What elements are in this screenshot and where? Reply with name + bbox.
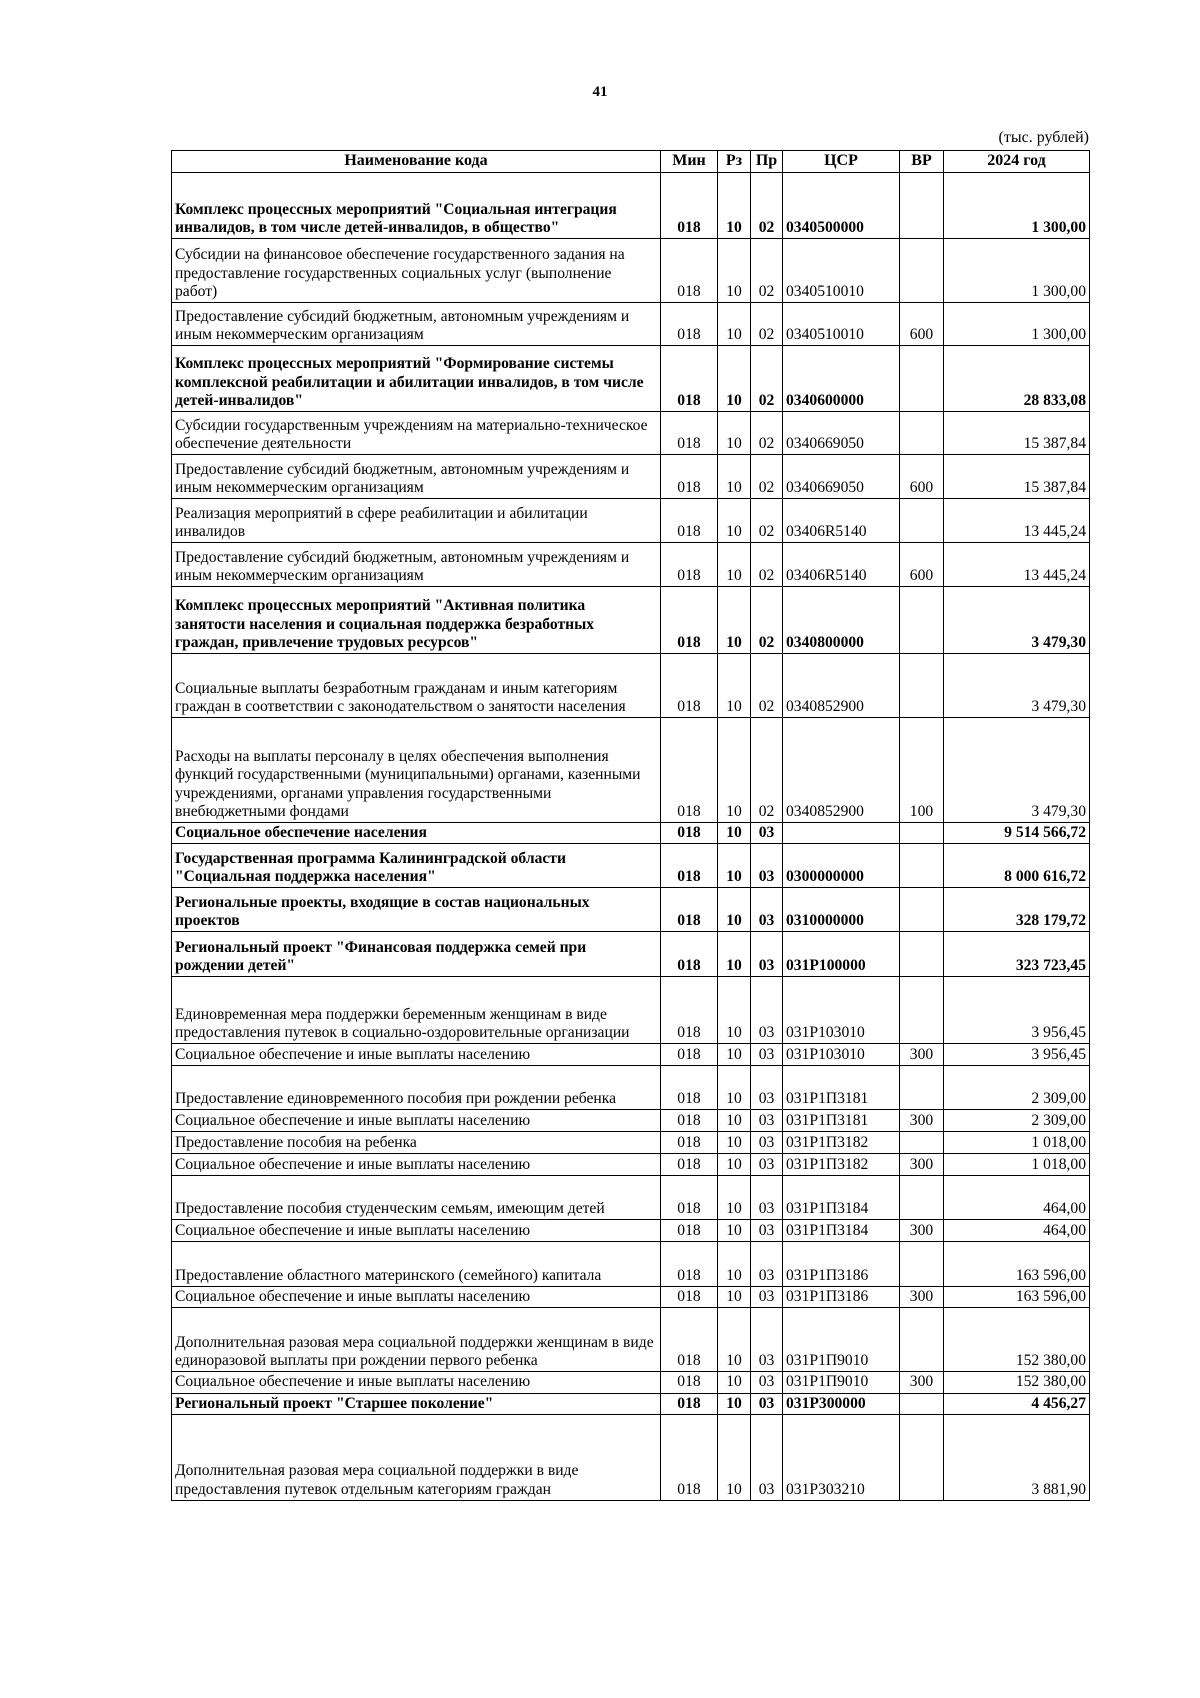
cell-amount: 2 309,00 (944, 1066, 1090, 1110)
cell-name: Социальное обеспечение и иные выплаты населению (172, 1110, 661, 1132)
cell-csr: 031P1П3186 (783, 1287, 900, 1308)
cell-name: Региональный проект "Финансовая поддержка семей при рождении детей" (172, 932, 661, 977)
cell-amount: 3 479,30 (944, 654, 1090, 718)
cell-csr: 0340500000 (783, 173, 900, 239)
cell-name: Комплекс процессных мероприятий "Формирование системы комплексной реабилитации и абилитации инвалидов, в том числе детей-инвалидов" (172, 346, 661, 412)
cell-rz: 10 (718, 1287, 751, 1308)
cell-amount: 1 018,00 (944, 1154, 1090, 1176)
cell-name: Комплекс процессных мероприятий "Социальная интеграция инвалидов, в том числе детей-инвалидов, в общество" (172, 173, 661, 239)
cell-name: Региональный проект "Старшее поколение" (172, 1393, 661, 1414)
cell-name: Предоставление пособия студенческим семьям, имеющим детей (172, 1176, 661, 1220)
cell-vr: 300 (900, 1372, 944, 1393)
cell-vr (900, 346, 944, 412)
table-row (172, 718, 1090, 823)
cell-min: 018 (661, 823, 718, 844)
cell-vr: 600 (900, 543, 944, 587)
cell-pr: 02 (751, 412, 783, 455)
cell-vr (900, 499, 944, 543)
cell-name: Социальное обеспечение и иные выплаты населению (172, 1287, 661, 1308)
table-row (172, 173, 1090, 239)
cell-min: 018 (661, 1393, 718, 1414)
cell-csr: 0340852900 (783, 654, 900, 718)
cell-csr: 0340669050 (783, 455, 900, 499)
table-row (172, 932, 1090, 977)
cell-name: Государственная программа Калининградской области "Социальная поддержка населения" (172, 844, 661, 888)
cell-csr (783, 823, 900, 844)
cell-pr: 03 (751, 1220, 783, 1242)
cell-pr: 02 (751, 239, 783, 303)
cell-vr: 600 (900, 303, 944, 346)
cell-pr: 03 (751, 1393, 783, 1414)
cell-pr: 02 (751, 543, 783, 587)
cell-amount: 1 300,00 (944, 303, 1090, 346)
cell-name: Предоставление единовременного пособия при рождении ребенка (172, 1066, 661, 1110)
cell-name: Комплекс процессных мероприятий "Активная политика занятости населения и социальная поддержка безработных граждан, привлечение трудовых ресурсов" (172, 587, 661, 654)
cell-vr (900, 977, 944, 1044)
cell-name: Социальные выплаты безработным гражданам и иным категориям граждан в соответствии с законодательством о занятости населения (172, 654, 661, 718)
cell-rz: 10 (718, 543, 751, 587)
cell-csr: 0340800000 (783, 587, 900, 654)
cell-amount: 3 881,90 (944, 1414, 1090, 1500)
cell-min: 018 (661, 412, 718, 455)
cell-rz: 10 (718, 1242, 751, 1287)
cell-pr: 02 (751, 173, 783, 239)
table-row (172, 888, 1090, 932)
cell-rz: 10 (718, 1132, 751, 1154)
table-row (172, 654, 1090, 718)
cell-rz: 10 (718, 1044, 751, 1066)
cell-min: 018 (661, 654, 718, 718)
cell-csr: 031P1П3186 (783, 1242, 900, 1287)
cell-vr (900, 1393, 944, 1414)
cell-name: Субсидии государственным учреждениям на материально-техническое обеспечение деятельности (172, 412, 661, 455)
cell-min: 018 (661, 1066, 718, 1110)
cell-csr: 031P303210 (783, 1414, 900, 1500)
cell-rz: 10 (718, 499, 751, 543)
cell-rz: 10 (718, 977, 751, 1044)
cell-rz: 10 (718, 1414, 751, 1500)
cell-csr: 031P1П3184 (783, 1176, 900, 1220)
cell-name: Предоставление субсидий бюджетным, автономным учреждениям и иным некоммерческим организациям (172, 303, 661, 346)
cell-min: 018 (661, 1220, 718, 1242)
cell-amount: 1 018,00 (944, 1132, 1090, 1154)
cell-amount: 13 445,24 (944, 499, 1090, 543)
cell-vr: 300 (900, 1287, 944, 1308)
cell-rz: 10 (718, 1176, 751, 1220)
cell-csr: 0300000000 (783, 844, 900, 888)
cell-amount: 464,00 (944, 1220, 1090, 1242)
cell-name: Предоставление субсидий бюджетным, автономным учреждениям и иным некоммерческим организациям (172, 455, 661, 499)
table-row (172, 1308, 1090, 1372)
cell-min: 018 (661, 499, 718, 543)
cell-pr: 02 (751, 303, 783, 346)
cell-csr: 0340510010 (783, 303, 900, 346)
cell-vr (900, 844, 944, 888)
cell-name: Реализация мероприятий в сфере реабилитации и абилитации инвалидов (172, 499, 661, 543)
cell-rz: 10 (718, 346, 751, 412)
cell-csr: 0340600000 (783, 346, 900, 412)
cell-csr: 0340852900 (783, 718, 900, 823)
cell-amount: 15 387,84 (944, 455, 1090, 499)
cell-amount: 28 833,08 (944, 346, 1090, 412)
cell-name: Социальное обеспечение и иные выплаты населению (172, 1154, 661, 1176)
cell-pr: 03 (751, 932, 783, 977)
cell-pr: 03 (751, 823, 783, 844)
table-row (172, 1110, 1090, 1132)
cell-min: 018 (661, 303, 718, 346)
cell-vr (900, 1132, 944, 1154)
cell-min: 018 (661, 1372, 718, 1393)
cell-name: Дополнительная разовая мера социальной поддержки в виде предоставления путевок отдельным категориям граждан (172, 1414, 661, 1500)
cell-name: Дополнительная разовая мера социальной поддержки женщинам в виде единоразовой выплаты при рождении первого ребенка (172, 1308, 661, 1372)
cell-csr: 031P1П3182 (783, 1132, 900, 1154)
cell-pr: 02 (751, 346, 783, 412)
cell-rz: 10 (718, 455, 751, 499)
cell-amount: 163 596,00 (944, 1287, 1090, 1308)
cell-rz: 10 (718, 1308, 751, 1372)
cell-amount: 15 387,84 (944, 412, 1090, 455)
cell-csr: 031P100000 (783, 932, 900, 977)
cell-amount: 3 956,45 (944, 1044, 1090, 1066)
table-row (172, 412, 1090, 455)
cell-vr: 300 (900, 1110, 944, 1132)
cell-min: 018 (661, 1044, 718, 1066)
cell-rz: 10 (718, 1110, 751, 1132)
cell-vr: 300 (900, 1220, 944, 1242)
table-row (172, 1414, 1090, 1500)
table-row (172, 844, 1090, 888)
cell-vr (900, 1176, 944, 1220)
cell-vr (900, 173, 944, 239)
cell-vr: 300 (900, 1044, 944, 1066)
cell-pr: 03 (751, 1154, 783, 1176)
table-row (172, 303, 1090, 346)
cell-csr: 03406R5140 (783, 543, 900, 587)
cell-rz: 10 (718, 718, 751, 823)
table-row (172, 1393, 1090, 1414)
cell-pr: 02 (751, 455, 783, 499)
cell-amount: 163 596,00 (944, 1242, 1090, 1287)
cell-rz: 10 (718, 1393, 751, 1414)
units-label: (тыс. рублей) (998, 129, 1089, 146)
cell-csr: 031P300000 (783, 1393, 900, 1414)
cell-rz: 10 (718, 823, 751, 844)
cell-min: 018 (661, 346, 718, 412)
table-row (172, 455, 1090, 499)
table-row (172, 823, 1090, 844)
cell-vr (900, 888, 944, 932)
cell-csr: 031P103010 (783, 1044, 900, 1066)
cell-amount: 9 514 566,72 (944, 823, 1090, 844)
cell-rz: 10 (718, 654, 751, 718)
cell-rz: 10 (718, 587, 751, 654)
cell-pr: 03 (751, 1176, 783, 1220)
cell-vr (900, 1414, 944, 1500)
cell-pr: 02 (751, 587, 783, 654)
cell-pr: 03 (751, 1414, 783, 1500)
cell-name: Предоставление областного материнского (семейного) капитала (172, 1242, 661, 1287)
table-row (172, 1176, 1090, 1220)
table-row (172, 499, 1090, 543)
table-row (172, 587, 1090, 654)
cell-amount: 3 956,45 (944, 977, 1090, 1044)
cell-rz: 10 (718, 1220, 751, 1242)
cell-min: 018 (661, 173, 718, 239)
cell-rz: 10 (718, 173, 751, 239)
cell-name: Расходы на выплаты персоналу в целях обеспечения выполнения функций государственными (муниципальными) органами, казенными учреждениями, органами управления государственными внебюджетными фондами (172, 718, 661, 823)
header-name: Наименование кода (172, 151, 661, 173)
cell-csr: 031P1П3184 (783, 1220, 900, 1242)
cell-vr (900, 1242, 944, 1287)
table-row (172, 1044, 1090, 1066)
cell-vr (900, 587, 944, 654)
cell-pr: 03 (751, 1372, 783, 1393)
cell-amount: 1 300,00 (944, 173, 1090, 239)
cell-name: Социальное обеспечение и иные выплаты населению (172, 1372, 661, 1393)
cell-csr: 031P1П3181 (783, 1066, 900, 1110)
cell-min: 018 (661, 718, 718, 823)
cell-pr: 03 (751, 1044, 783, 1066)
cell-pr: 02 (751, 718, 783, 823)
table-body (172, 173, 1090, 1501)
cell-rz: 10 (718, 888, 751, 932)
cell-pr: 03 (751, 888, 783, 932)
cell-rz: 10 (718, 844, 751, 888)
header-min: Мин (661, 151, 718, 173)
table-row (172, 543, 1090, 587)
cell-csr: 0310000000 (783, 888, 900, 932)
cell-csr: 031P1П9010 (783, 1372, 900, 1393)
cell-min: 018 (661, 1176, 718, 1220)
cell-amount: 8 000 616,72 (944, 844, 1090, 888)
cell-pr: 02 (751, 499, 783, 543)
cell-amount: 2 309,00 (944, 1110, 1090, 1132)
cell-rz: 10 (718, 1372, 751, 1393)
cell-name: Предоставление пособия на ребенка (172, 1132, 661, 1154)
cell-min: 018 (661, 1110, 718, 1132)
cell-min: 018 (661, 587, 718, 654)
cell-amount: 1 300,00 (944, 239, 1090, 303)
cell-vr (900, 932, 944, 977)
cell-amount: 3 479,30 (944, 718, 1090, 823)
cell-name: Социальное обеспечение и иные выплаты населению (172, 1044, 661, 1066)
cell-min: 018 (661, 977, 718, 1044)
cell-rz: 10 (718, 932, 751, 977)
cell-min: 018 (661, 932, 718, 977)
cell-min: 018 (661, 1154, 718, 1176)
table-row (172, 977, 1090, 1044)
cell-amount: 3 479,30 (944, 587, 1090, 654)
cell-amount: 4 456,27 (944, 1393, 1090, 1414)
cell-rz: 10 (718, 412, 751, 455)
cell-csr: 031P1П3182 (783, 1154, 900, 1176)
cell-rz: 10 (718, 303, 751, 346)
table-row (172, 1242, 1090, 1287)
header-pr: Пр (751, 151, 783, 173)
cell-pr: 03 (751, 1308, 783, 1372)
cell-amount: 13 445,24 (944, 543, 1090, 587)
cell-min: 018 (661, 1132, 718, 1154)
cell-vr: 300 (900, 1154, 944, 1176)
cell-pr: 03 (751, 977, 783, 1044)
cell-amount: 464,00 (944, 1176, 1090, 1220)
cell-csr: 0340669050 (783, 412, 900, 455)
table-row (172, 1372, 1090, 1393)
cell-name: Субсидии на финансовое обеспечение государственного задания на предоставление государственных социальных услуг (выполнение работ) (172, 239, 661, 303)
header-vr: ВР (900, 151, 944, 173)
cell-min: 018 (661, 543, 718, 587)
cell-pr: 02 (751, 654, 783, 718)
cell-vr (900, 1066, 944, 1110)
cell-pr: 03 (751, 1132, 783, 1154)
table-row (172, 1287, 1090, 1308)
cell-csr: 031P1П3181 (783, 1110, 900, 1132)
table-row (172, 1132, 1090, 1154)
cell-rz: 10 (718, 1154, 751, 1176)
header-rz: Рз (718, 151, 751, 173)
cell-amount: 323 723,45 (944, 932, 1090, 977)
cell-min: 018 (661, 1414, 718, 1500)
cell-vr (900, 239, 944, 303)
cell-pr: 03 (751, 1066, 783, 1110)
cell-csr: 0340510010 (783, 239, 900, 303)
cell-amount: 152 380,00 (944, 1308, 1090, 1372)
table-row (172, 239, 1090, 303)
cell-rz: 10 (718, 239, 751, 303)
cell-vr (900, 412, 944, 455)
cell-pr: 03 (751, 844, 783, 888)
page-number: 41 (592, 84, 608, 100)
cell-vr (900, 1308, 944, 1372)
cell-pr: 03 (751, 1287, 783, 1308)
cell-min: 018 (661, 1242, 718, 1287)
cell-amount: 328 179,72 (944, 888, 1090, 932)
cell-vr: 100 (900, 718, 944, 823)
header-year: 2024 год (944, 151, 1090, 173)
cell-pr: 03 (751, 1242, 783, 1287)
cell-min: 018 (661, 1287, 718, 1308)
header-csr: ЦСР (783, 151, 900, 173)
cell-vr (900, 654, 944, 718)
cell-csr: 03406R5140 (783, 499, 900, 543)
table-row (172, 1154, 1090, 1176)
cell-csr: 031P1П9010 (783, 1308, 900, 1372)
cell-vr: 600 (900, 455, 944, 499)
cell-name: Предоставление субсидий бюджетным, автономным учреждениям и иным некоммерческим организациям (172, 543, 661, 587)
cell-name: Социальное обеспечение и иные выплаты населению (172, 1220, 661, 1242)
table-row (172, 1066, 1090, 1110)
cell-name: Региональные проекты, входящие в состав национальных проектов (172, 888, 661, 932)
cell-min: 018 (661, 1308, 718, 1372)
cell-name: Социальное обеспечение населения (172, 823, 661, 844)
table-header-row (172, 151, 1090, 173)
cell-rz: 10 (718, 1066, 751, 1110)
cell-csr: 031P103010 (783, 977, 900, 1044)
cell-amount: 152 380,00 (944, 1372, 1090, 1393)
cell-min: 018 (661, 455, 718, 499)
cell-min: 018 (661, 888, 718, 932)
table-row (172, 1220, 1090, 1242)
budget-table (171, 150, 1090, 1501)
cell-min: 018 (661, 239, 718, 303)
table-row (172, 346, 1090, 412)
cell-vr (900, 823, 944, 844)
cell-min: 018 (661, 844, 718, 888)
cell-name: Единовременная мера поддержки беременным женщинам в виде предоставления путевок в социально-оздоровительные организации (172, 977, 661, 1044)
cell-pr: 03 (751, 1110, 783, 1132)
